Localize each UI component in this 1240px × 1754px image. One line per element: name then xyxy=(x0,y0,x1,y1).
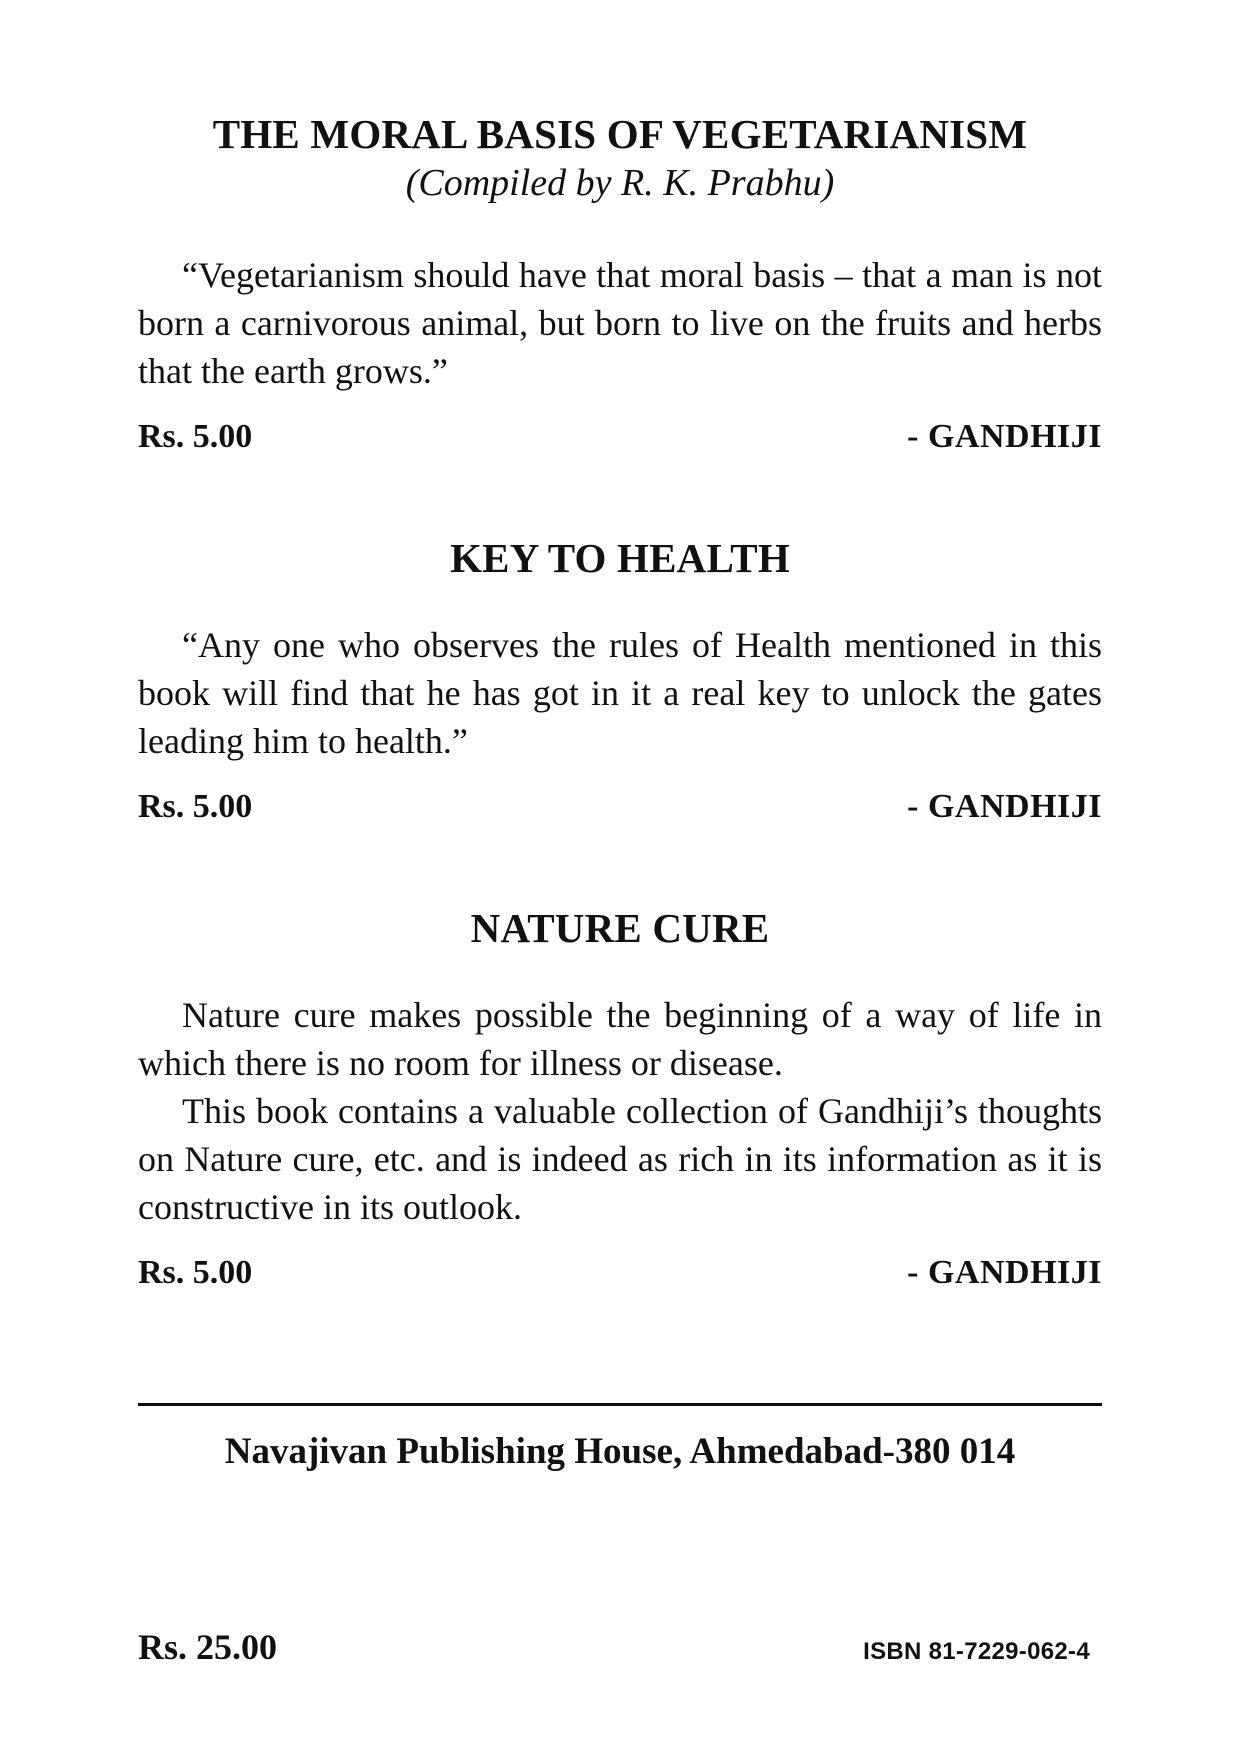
book-author: - GANDHIJI xyxy=(907,1254,1102,1292)
book-description: This book contains a valuable collection of Gandhiji’s thoughts on Nature cure, etc. and is indeed as rich in its information as it is constructive in its outlook. xyxy=(138,1091,1102,1228)
book-author: - GANDHIJI xyxy=(907,417,1102,455)
cover-price: Rs. 25.00 xyxy=(138,1627,278,1667)
book-title: THE MORAL BASIS OF VEGETARIANISM xyxy=(212,111,1028,157)
price-row xyxy=(138,787,1102,827)
price-row xyxy=(138,417,1102,457)
book-price: Rs. 5.00 xyxy=(138,417,253,455)
book-price: Rs. 5.00 xyxy=(138,1254,253,1292)
book-price: Rs. 5.00 xyxy=(138,788,253,826)
price-row xyxy=(138,1253,1102,1293)
book-entry-nature-cure xyxy=(138,906,1102,1293)
isbn-number: ISBN 81-7229-062-4 xyxy=(863,1638,1090,1665)
book-description: Nature cure makes possible the beginning of a way of life in which there is no room for illness or disease. xyxy=(138,995,1102,1084)
footer xyxy=(138,1626,1090,1668)
book-title: NATURE CURE xyxy=(470,905,770,951)
publisher-line: Navajivan Publishing House, Ahmedabad-380 014 xyxy=(224,1431,1016,1472)
book-subtitle: (Compiled by R. K. Prabhu) xyxy=(405,162,835,205)
book-title: KEY TO HEALTH xyxy=(450,535,790,581)
book-author: - GANDHIJI xyxy=(907,788,1102,826)
book-description: “Vegetarianism should have that moral basis – that a man is not born a carnivorous animal, but born to live on the fruits and herbs that the earth grows.” xyxy=(138,254,1102,391)
book-entry-key-to-health xyxy=(138,536,1102,827)
book-entry-moral-basis xyxy=(138,112,1102,457)
divider-rule xyxy=(138,1403,1102,1406)
book-description: “Any one who observes the rules of Health mentioned in this book will find that he has got in it a real key to unlock the gates leading him to health.” xyxy=(138,625,1102,762)
